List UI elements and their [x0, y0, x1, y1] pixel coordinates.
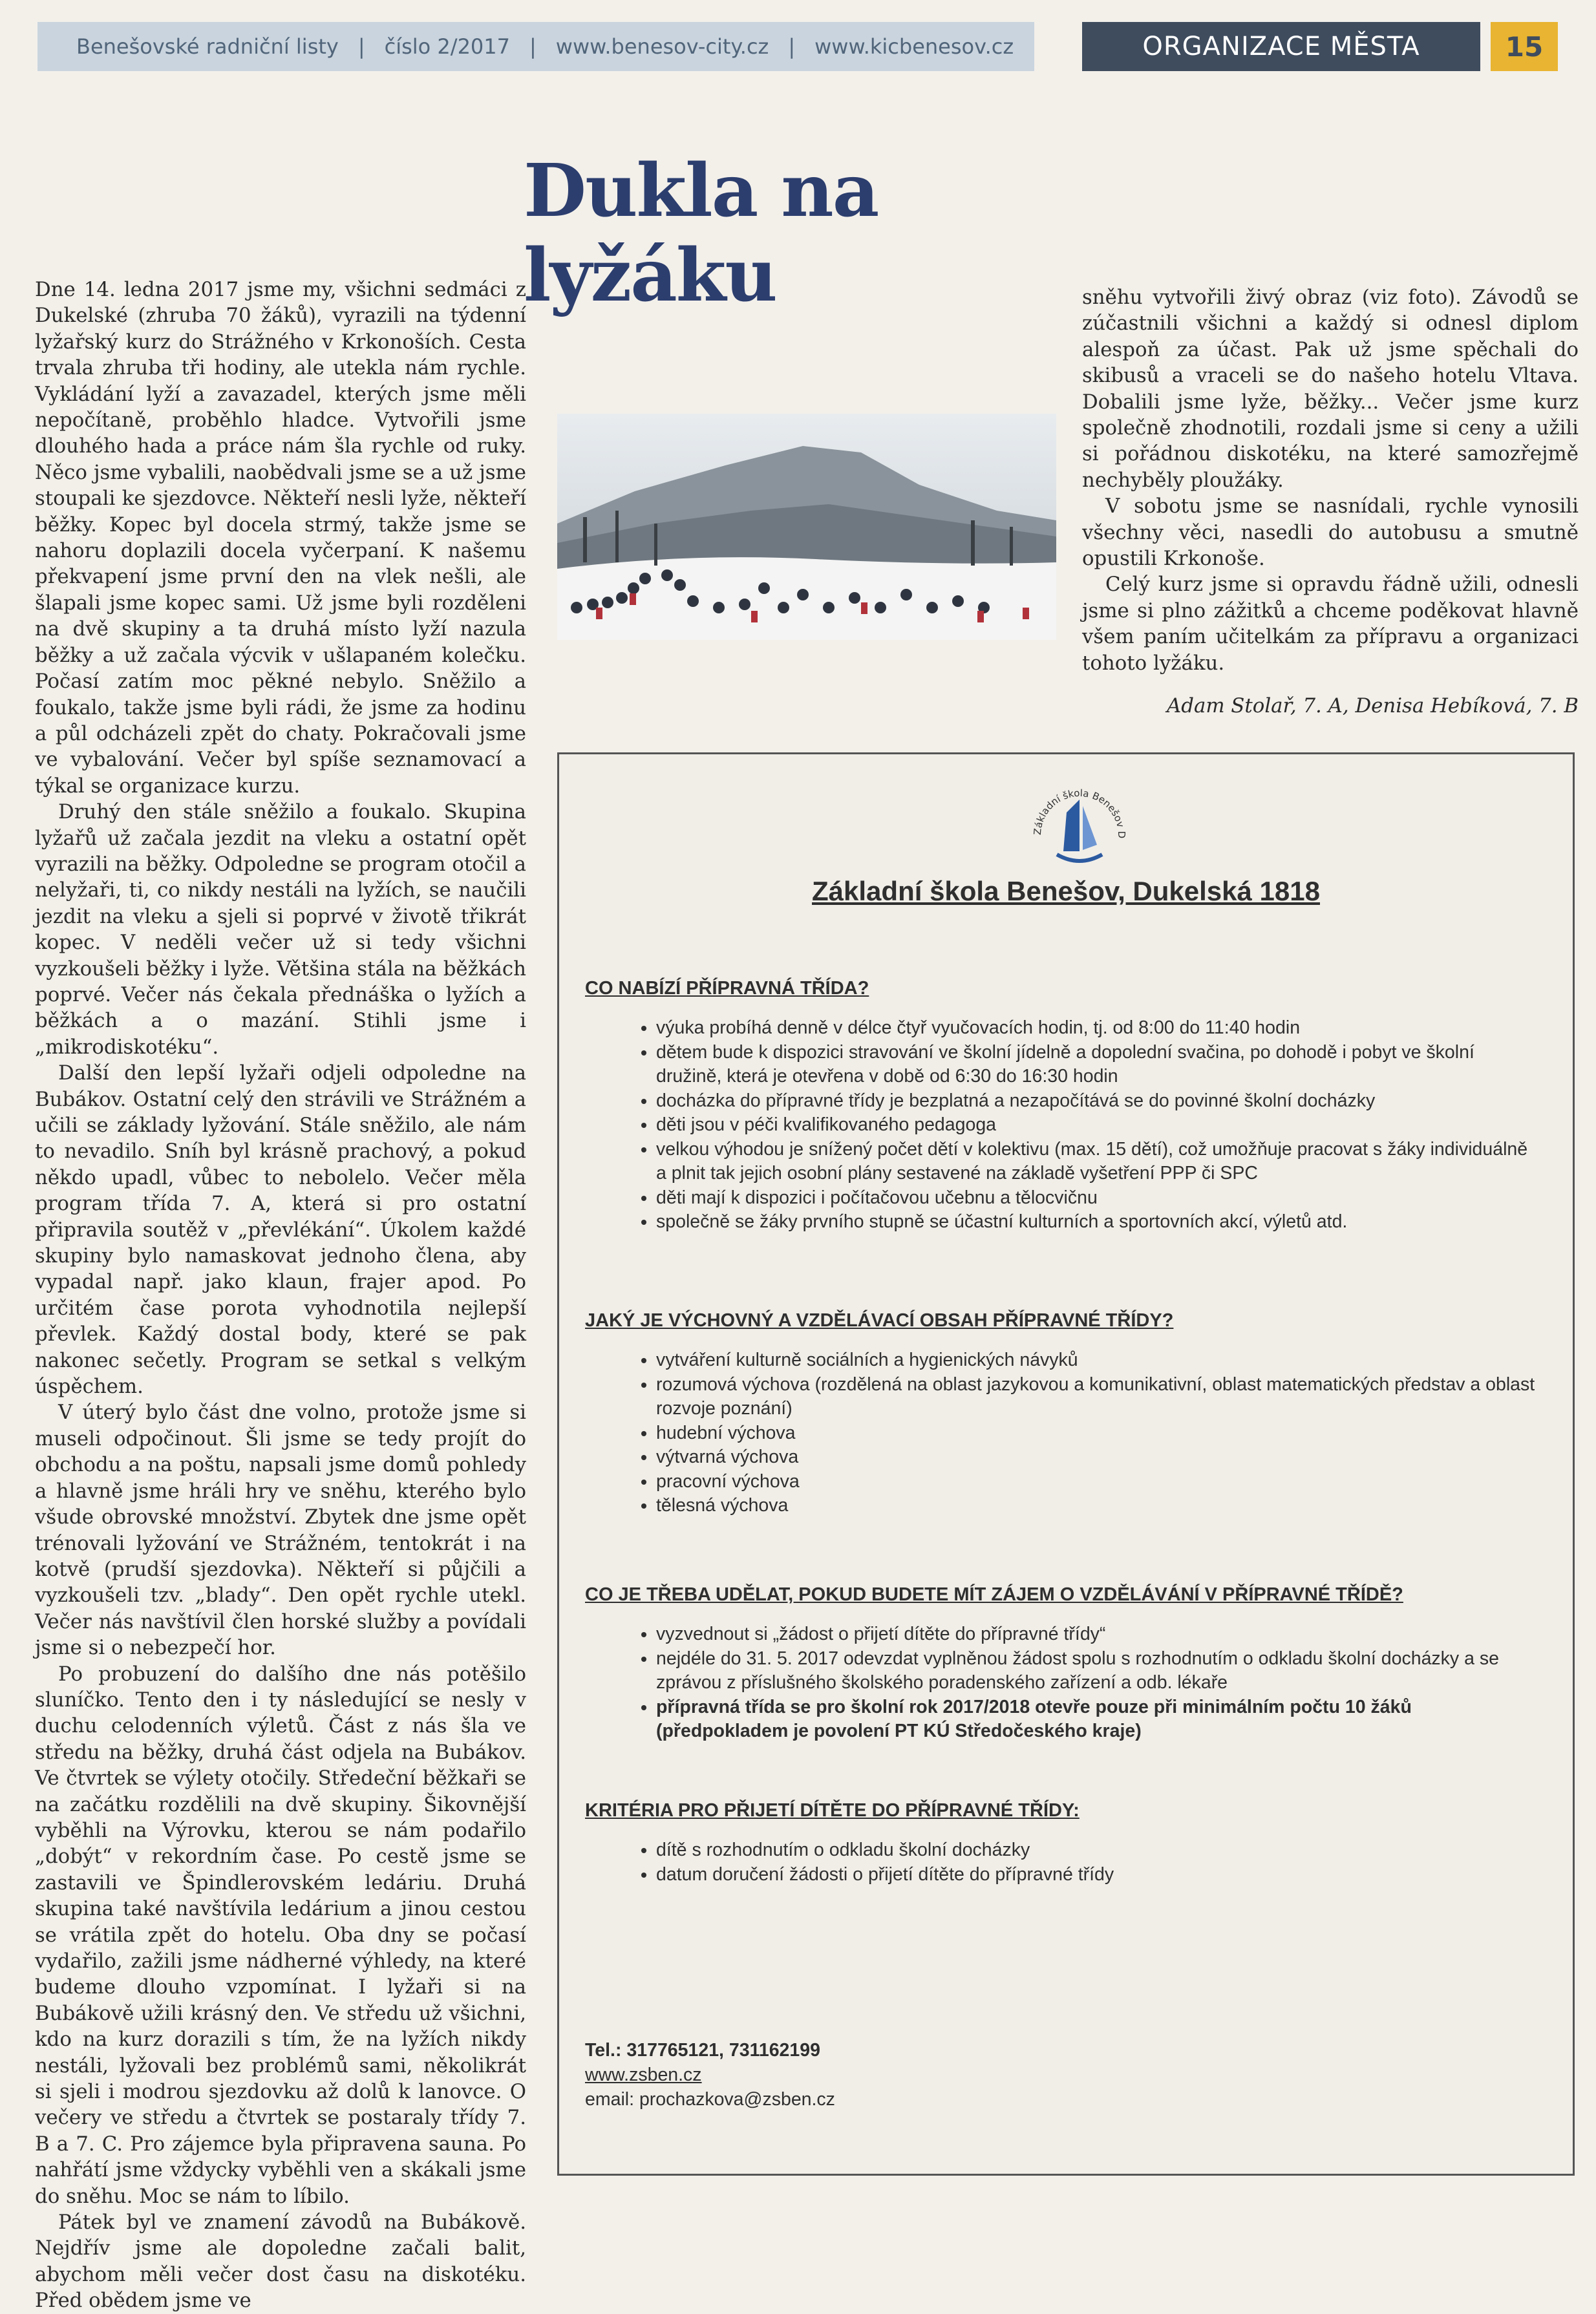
- application-list: [585, 1622, 1542, 1744]
- offer-list: [585, 1016, 1542, 1235]
- email-address[interactable]: email: prochazkova@zsben.cz: [585, 2089, 835, 2110]
- kic-website[interactable]: www.kicbenesov.cz: [814, 34, 1014, 59]
- article-paragraph: Pátek byl ve znamení závodů na Bubákově. Nejdřív jsme ale dopoledne začali balit, abychom měli večer dost času na diskotéku. Před obědem jsme ve: [35, 2211, 526, 2313]
- list-item: • přípravná třída se pro školní rok 2017/2018 otevře pouze při minimálním počtu 10 žáků (předpokladem je povolení PT KÚ Středočeského kraje): [656, 1695, 1542, 1744]
- phone-numbers: Tel.: 317765121, 731162199: [585, 2040, 820, 2061]
- list-item: • tělesná výchova: [656, 1494, 1542, 1518]
- section-heading: KRITÉRIA PRO PŘIJETÍ DÍTĚTE DO PŘÍPRAVNÉ TŘÍDY:: [585, 1800, 1080, 1821]
- list-item: • výuka probíhá denně v délce čtyř vyučovacích hodin, tj. od 8:00 do 11:40 hodin: [656, 1016, 1542, 1041]
- application-section: [585, 1584, 1542, 1744]
- issue-number: číslo 2/2017: [384, 34, 510, 59]
- list-item: • děti mají k dispozici i počítačovou učebnu a tělocvičnu: [656, 1186, 1542, 1211]
- article-paragraph: Po probuzení do dalšího dne nás potěšilo sluníčko. Tento den i ty následující se nesly v duchu celodenních výletů. Část z nás šla ve středu na běžky, druhá část odjela na Bubákov. Ve čtvrtek se výlety otočily. Středeční běžkaři se na začátku rozdělili na dvě skupiny. Šikovnější vyběhli na Výrovku, kterou se nám podařilo „dobýt“ v rekordním čase. Po cestě jsme se zastavili ve Špindlerovském ledáriu. Druhá skupina také navštívila ledárium a jinou cestou se vrátila zpět do hotelu. Oba dny se počasí vydařilo, zažili jsme nádherné výhledy, na které budeme dlouho vzpomínat. I lyžaři si na Bubákově užili krásný den. Ve středu už všichni, kdo na kurz dorazili s tím, že na lyžích nikdy nestáli, lyžovali bez problémů sami, několikrát si sjeli i modrou sjezdovku až dolů k lanovce. O večery ve středu a čtvrtek se postaraly třídy 7. B a 7. C. Pro zájemce byla připravena sauna. Po nahřátí jsme vždycky vyběhli ven a skákali jsme do sněhu. Moc se nám to líbilo.: [35, 1662, 526, 2208]
- school-advertisement: [557, 752, 1575, 2176]
- section-heading: CO NABÍZÍ PŘÍPRAVNÁ TŘÍDA?: [585, 978, 869, 999]
- school-logo-icon: [1025, 774, 1134, 884]
- article-paragraph: Dne 14. ledna 2017 jsme my, všichni sedmáci z Dukelské (zhruba 70 žáků), vyrazili na týdenní lyžařský kurz do Strážného v Krkonoších. Cesta trvala zhruba tři hodiny, ale utekla nám rychle. Vykládání lyží a zavazadel, kterých jsme měli nepočítaně, proběhlo hladce. Vytvořili jsme dlouhého hada a práce nám šla rychle od ruky. Něco jsme vybalili, naobědvali jsme se a už jsme stoupali ke sjezdovce. Někteří nesli lyže, někteří běžky. Kopec byl docela strmý, takže jsme se nahoru doplazili docela vyčerpaní. K našemu překvapení jsme první den na vlek nešli, ale šlapali jsme kopec sami. Už jsme byli rozděleni na dvě skupiny a ta druhá místo lyží nazula běžky a už začala výcvik v ušlapaném kolečku. Počasí zatím moc pěkné nebylo. Sněžilo a foukalo, takže jsme byli rádi, že jsme za hodinu a půl odcházeli zpět do chaty. Pokračovali jsme ve vybalování. Večer byl spíše seznamovací a týkal se organizace kurzu.: [35, 278, 526, 798]
- page-number: 15: [1491, 22, 1558, 71]
- city-website[interactable]: www.benesov-city.cz: [555, 34, 769, 59]
- ski-course-photo: [557, 414, 1056, 640]
- contact-block: [585, 2038, 835, 2112]
- logo-text: Základní škola Benešov D: [1031, 787, 1128, 839]
- list-item: • pracovní výchova: [656, 1470, 1542, 1494]
- list-item: • děti jsou v péči kvalifikovaného pedagoga: [656, 1113, 1542, 1138]
- school-website-link[interactable]: www.zsben.cz: [585, 2065, 702, 2085]
- section-label: ORGANIZACE MĚSTA: [1082, 22, 1480, 71]
- list-item: • docházka do přípravné třídy je bezplatná a nezapočítává se do povinné školní docházky: [656, 1089, 1542, 1114]
- header-bar: Benešovské radniční listy | číslo 2/2017 | www.benesov-city.cz | www.kicbenesov.cz: [37, 22, 1034, 71]
- article-paragraph: Druhý den stále sněžilo a foukalo. Skupina lyžařů už začala jezdit na vleku a ostatní opět vyrazili na běžky. Odpoledne se program otočil a nelyžaři, ti, co nikdy nestáli na lyžích, se naučili jezdit na vleku a sjeli si poprvé v životě třikrát kopec. V neděli večer už si tedy všichni vyzkoušeli běžky i lyže. Většina stála na běžkách poprvé. Večer nás čekala přednáška o lyžích a běžkách a o mazání. Stihli jsme i „mikrodiskotéku“.: [35, 800, 526, 1059]
- list-item: • rozumová výchova (rozdělená na oblast jazykovou a komunikativní, oblast matematických představ a oblast rozvoje poznání): [656, 1373, 1542, 1421]
- article-paragraph: V sobotu jsme se nasnídali, rychle vynosili všechny věci, nasedli do autobusu a smutně opustili Krkonoše.: [1082, 494, 1579, 571]
- criteria-section: [585, 1800, 1542, 1887]
- list-item: • vytváření kulturně sociálních a hygienických návyků: [656, 1348, 1542, 1373]
- article-author: Adam Stolař, 7. A, Denisa Hebíková, 7. B: [1167, 694, 1579, 718]
- article-paragraph: Další den lepší lyžaři odjeli odpoledne na Bubákov. Ostatní celý den strávili ve Strážném a učili se základy lyžování. Stále sněžilo, ale nám to nevadilo. Sníh byl krásně prachový, a pokud někdo upadl, vůbec to nebolelo. Večer měla program třída 7. A, která si pro ostatní připravila soutěž v „převlékání“. Úkolem každé skupiny bylo namaskovat jednoho člena, aby vypadal např. jako klaun, frajer apod. Po určitém čase porota vyhodnotila nejlepší převlek. Každý dostal body, které se pak nakonec sečetly. Program se setkal s velkým úspěchem.: [35, 1061, 526, 1399]
- article-paragraph: V úterý bylo část dne volno, protože jsme si museli odpočinout. Šli jsme se tedy projít do obchodu a na poštu, napsali jsme domů pohledy a hlavně jsme hráli hry ve sněhu, kterého bylo všude obrovské množství. Zbytek dne jsme opět trénovali lyžování ve Strážném, tentokrát i na kotvě (prudší sjezdovka). Někteří si půjčili a vyzkoušeli tzv. „blady“. Den opět rychle utekl. Večer nás navštívil člen horské služby a povídali jsme si o nebezpečí hor.: [35, 1401, 526, 1660]
- list-item: • hudební výchova: [656, 1421, 1542, 1446]
- content-list: [585, 1348, 1542, 1518]
- article-title: Dukla na lyžáku: [524, 149, 878, 318]
- list-item: • výtvarná výchova: [656, 1445, 1542, 1470]
- article-right-column: [1082, 284, 1579, 719]
- article-paragraph: sněhu vytvořili živý obraz (viz foto). Závodů se zúčastnili všichni a každý si odnesl diplom alespoň za účast. Pak už jsme spěchali do skibusů a vraceli se do našeho hotelu Vltava. Dobalili jsme lyže, běžky... Večer jsme kurz společně zhodnotili, rozdali jsme si ceny a užili si pořádnou diskotéku, na které samozřejmě nechyběly ploužáky.: [1082, 286, 1579, 492]
- article-left-column: [35, 277, 526, 2314]
- list-item: • vyzvednout si „žádost o přijetí dítěte do přípravné třídy“: [656, 1622, 1542, 1647]
- offer-section: [585, 978, 1542, 1235]
- list-item: • dítě s rozhodnutím o odkladu školní docházky: [656, 1838, 1542, 1863]
- list-item: • nejdéle do 31. 5. 2017 odevzdat vyplněnou žádost spolu s rozhodnutím o odkladu školní docházky a se zprávou z příslušného školského poradenského zařízení a odb. lékaře: [656, 1647, 1542, 1695]
- criteria-list: [585, 1838, 1542, 1887]
- list-item: • dětem bude k dispozici stravování ve školní jídelně a dopolední svačina, po dohodě i pobyt ve školní družině, která je otevřena v době od 6:30 do 16:30 hodin: [656, 1041, 1542, 1089]
- school-name: Základní škola Benešov, Dukelská 1818: [812, 876, 1320, 906]
- content-section: [585, 1310, 1542, 1518]
- school-logo: [1025, 774, 1134, 884]
- section-heading: JAKÝ JE VÝCHOVNÝ A VZDĚLÁVACÍ OBSAH PŘÍPRAVNÉ TŘÍDY?: [585, 1310, 1174, 1331]
- list-item: • společně se žáky prvního stupně se účastní kulturních a sportovních akcí, výletů atd.: [656, 1210, 1542, 1235]
- list-item: • datum doručení žádosti o přijetí dítěte do přípravné třídy: [656, 1863, 1542, 1887]
- publication-name: Benešovské radniční listy: [76, 34, 339, 59]
- article-paragraph: Celý kurz jsme si opravdu řádně užili, odnesli jsme si plno zážitků a chceme poděkovat hlavně všem paním učitelkám za přípravu a organizaci tohoto lyžáku.: [1082, 573, 1579, 675]
- list-item: • velkou výhodou je snížený počet dětí v kolektivu (max. 15 dětí), což umožňuje pracovat s žáky individuálně a plnit tak jejich osobní plány sestavené na základě vyšetření PPP či SPC: [656, 1138, 1542, 1186]
- snow-landscape-image: [557, 414, 1056, 640]
- section-heading: CO JE TŘEBA UDĚLAT, POKUD BUDETE MÍT ZÁJEM O VZDĚLÁVÁNÍ V PŘÍPRAVNÉ TŘÍDĚ?: [585, 1584, 1403, 1605]
